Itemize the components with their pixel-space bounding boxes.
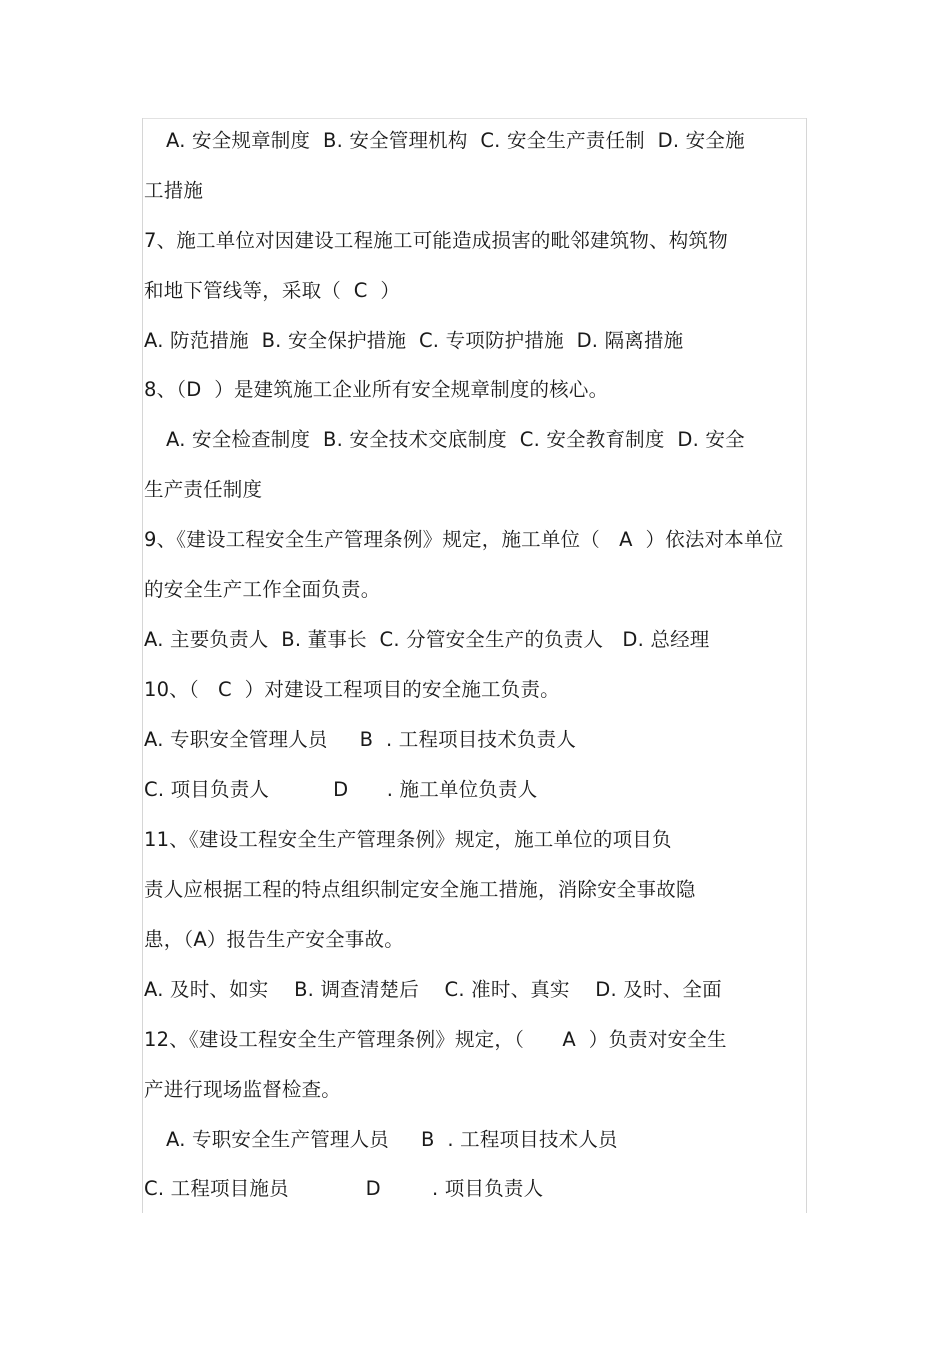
q12-options-line-1: A. 专职安全生产管理人员 B . 工程项目技术人员 [166, 1128, 618, 1151]
page-frame-top [142, 118, 807, 119]
q12-options-line-2: C. 工程项目施员 D . 项目负责人 [144, 1177, 544, 1200]
q8-options-line-1: A. 安全检查制度 B. 安全技术交底制度 C. 安全教育制度 D. 安全 [166, 428, 745, 451]
q10-question: 10、（ C ）对建设工程项目的安全施工负责。 [144, 678, 560, 701]
page-frame-left [142, 118, 143, 1213]
q8-question: 8、（D ）是建筑施工企业所有安全规章制度的核心。 [144, 378, 609, 401]
q8-options-line-2: 生产责任制度 [144, 478, 263, 501]
q11-question-line-3: 患，（A）报告生产安全事故。 [144, 928, 404, 951]
q6-options-line-1: A. 安全规章制度 B. 安全管理机构 C. 安全生产责任制 D. 安全施 [166, 129, 745, 152]
q11-question-line-1: 11、《建设工程安全生产管理条例》规定，施工单位的项目负 [144, 828, 672, 851]
page-frame-right [806, 118, 807, 1213]
q10-options-line-1: A. 专职安全管理人员 B . 工程项目技术负责人 [144, 728, 577, 751]
q6-options-line-2: 工措施 [144, 179, 204, 202]
q11-options: A. 及时、如实 B. 调查清楚后 C. 准时、真实 D. 及时、全面 [144, 978, 722, 1001]
q9-question-line-1: 9、《建设工程安全生产管理条例》规定，施工单位（ A ）依法对本单位 [144, 528, 784, 551]
q11-question-line-2: 责人应根据工程的特点组织制定安全施工措施，消除安全事故隐 [144, 878, 696, 901]
q9-options: A. 主要负责人 B. 董事长 C. 分管安全生产的负责人 D. 总经理 [144, 628, 710, 651]
q9-question-line-2: 的安全生产工作全面负责。 [144, 578, 381, 601]
q7-question-line-2: 和地下管线等，采取（ C ） [144, 279, 401, 302]
q10-options-line-2: C. 项目负责人 D . 施工单位负责人 [144, 778, 538, 801]
q7-options: A. 防范措施 B. 安全保护措施 C. 专项防护措施 D. 隔离措施 [144, 329, 684, 352]
q12-question-line-1: 12、《建设工程安全生产管理条例》规定，（ A ）负责对安全生 [144, 1028, 727, 1051]
q7-question-line-1: 7、施工单位对因建设工程施工可能造成损害的毗邻建筑物、构筑物 [144, 229, 728, 252]
q12-question-line-2: 产进行现场监督检查。 [144, 1078, 342, 1101]
